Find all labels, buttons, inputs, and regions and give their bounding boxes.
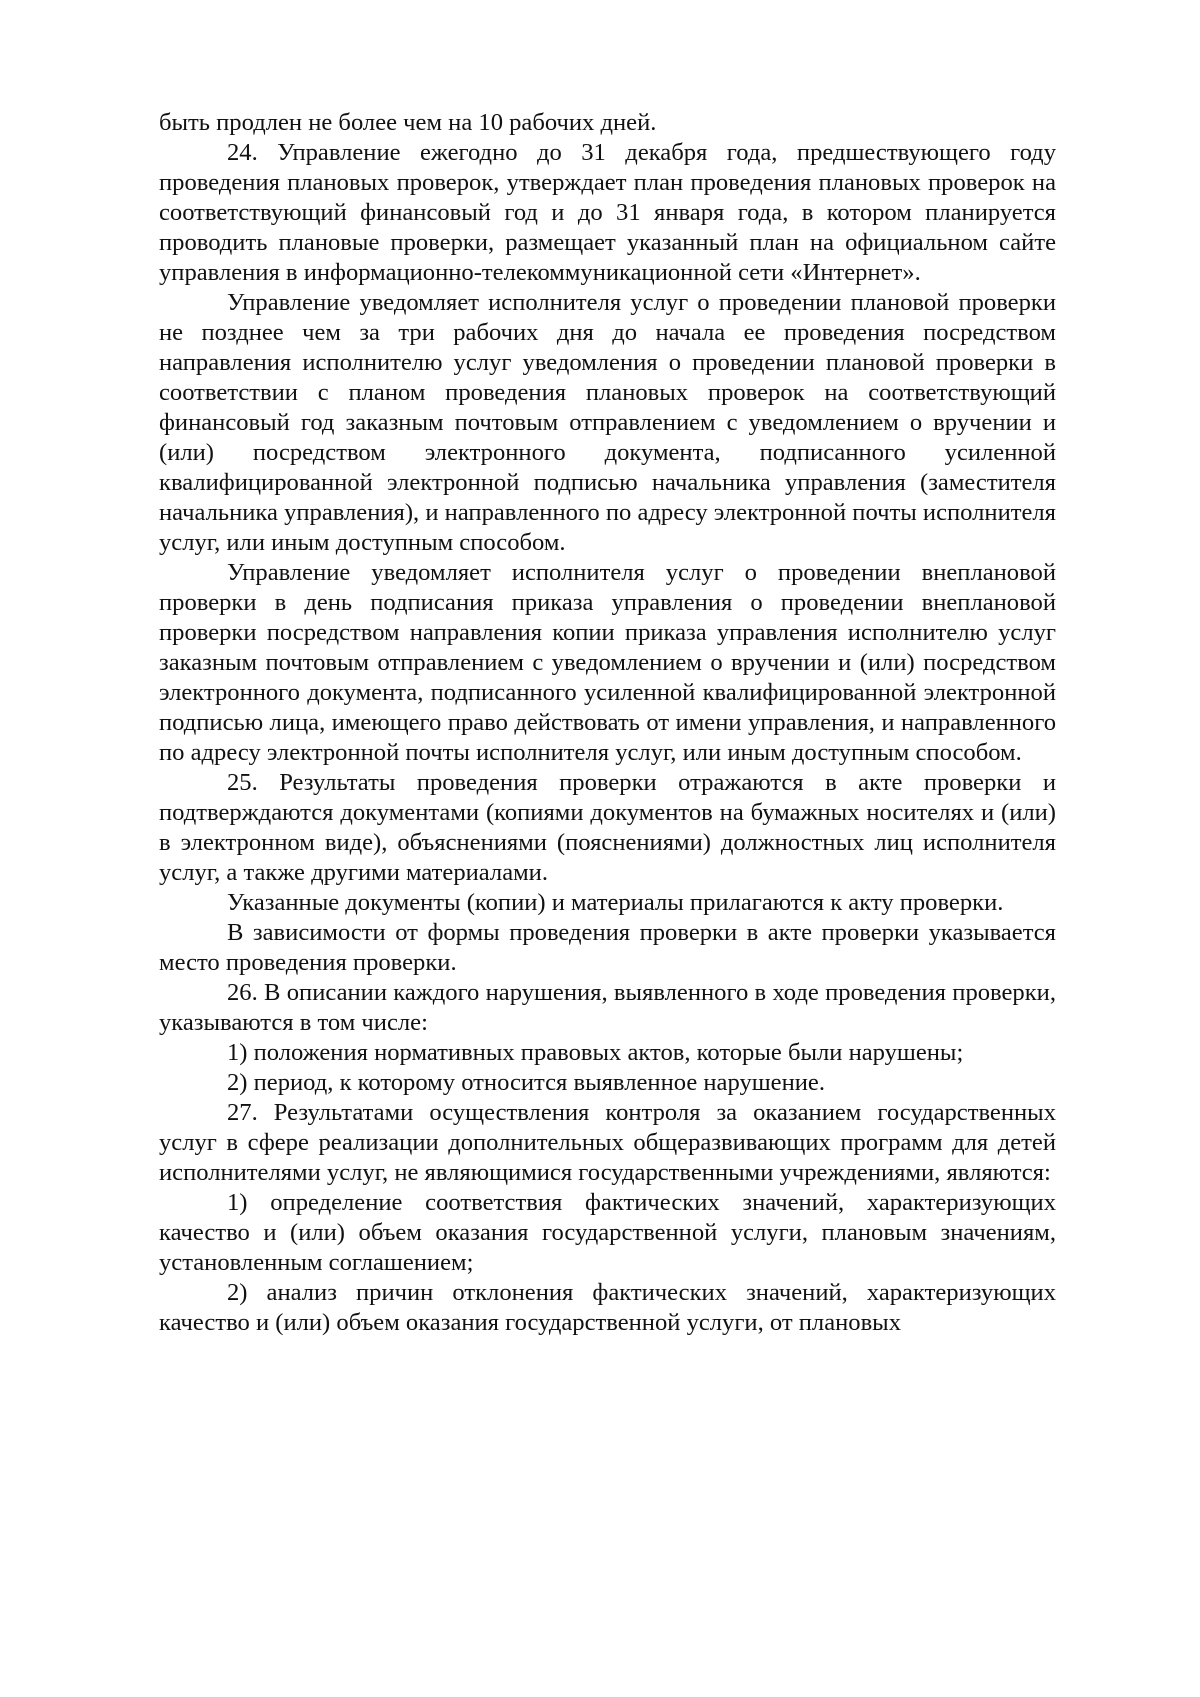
paragraph-continuation: быть продлен не более чем на 10 рабочих дней. [159,109,657,136]
paragraph-planned-inspection-notice: Управление уведомляет исполнителя услуг о проведении плановой проверки не позднее чем за три рабочих дня до начала ее проведения посредством направления исполнителю услуг уведомления о проведении плановой проверки в соответствии с планом проведения плановых проверок на соответствующий финансовый год заказным почтовым отправлением с уведомлением о вручении и (или) посредством электронного документа, подписанного усиленной квалифицированной электронной подписью начальника управления (заместителя начальника управления), и направленного по адресу электронной почты исполнителя услуг, или иным доступным способом. [159,289,1056,556]
paragraph-item-27-1: 1) определение соответствия фактических значений, характеризующих качество и (или) объем оказания государственной услуги, плановым значениям, установленным соглашением; [159,1189,1056,1276]
paragraph-unplanned-inspection-notice: Управление уведомляет исполнителя услуг о проведении внеплановой проверки в день подписания приказа управления о проведении внеплановой проверки посредством направления копии приказа управления исполнителю услуг заказным почтовым отправлением с уведомлением о вручении и (или) посредством электронного документа, подписанного усиленной квалифицированной электронной подписью лица, имеющего право действовать от имени управления, и направленного по адресу электронной почты исполнителя услуг, или иным доступным способом. [159,559,1056,766]
paragraph-inspection-location: В зависимости от формы проведения проверки в акте проверки указывается место проведения проверки. [159,919,1056,976]
document-body [159,108,1056,1338]
paragraph-item-26-2: 2) период, к которому относится выявленное нарушение. [227,1069,825,1096]
paragraph-item-25: 25. Результаты проведения проверки отражаются в акте проверки и подтверждаются документами (копиями документов на бумажных носителях и (или) в электронном виде), объяснениями (пояснениями) должностных лиц исполнителя услуг, а также другими материалами. [159,769,1056,886]
paragraph-item-24: 24. Управление ежегодно до 31 декабря года, предшествующего году проведения плановых проверок, утверждает план проведения плановых проверок на соответствующий финансовый год и до 31 января года, в котором планируется проводить плановые проверки, размещает указанный план на официальном сайте управления в информационно-телекоммуникационной сети «Интернет». [159,139,1056,286]
paragraph-attached-documents: Указанные документы (копии) и материалы прилагаются к акту проверки. [227,889,1004,916]
paragraph-item-27: 27. Результатами осуществления контроля за оказанием государственных услуг в сфере реализации дополнительных общеразвивающих программ для детей исполнителями услуг, не являющимися государственными учреждениями, являются: [159,1099,1056,1186]
paragraph-item-26: 26. В описании каждого нарушения, выявленного в ходе проведения проверки, указываются в том числе: [159,979,1056,1036]
paragraph-item-26-1: 1) положения нормативных правовых актов, которые были нарушены; [227,1039,964,1066]
paragraph-item-27-2: 2) анализ причин отклонения фактических значений, характеризующих качество и (или) объем оказания государственной услуги, от плановых [159,1279,1056,1336]
